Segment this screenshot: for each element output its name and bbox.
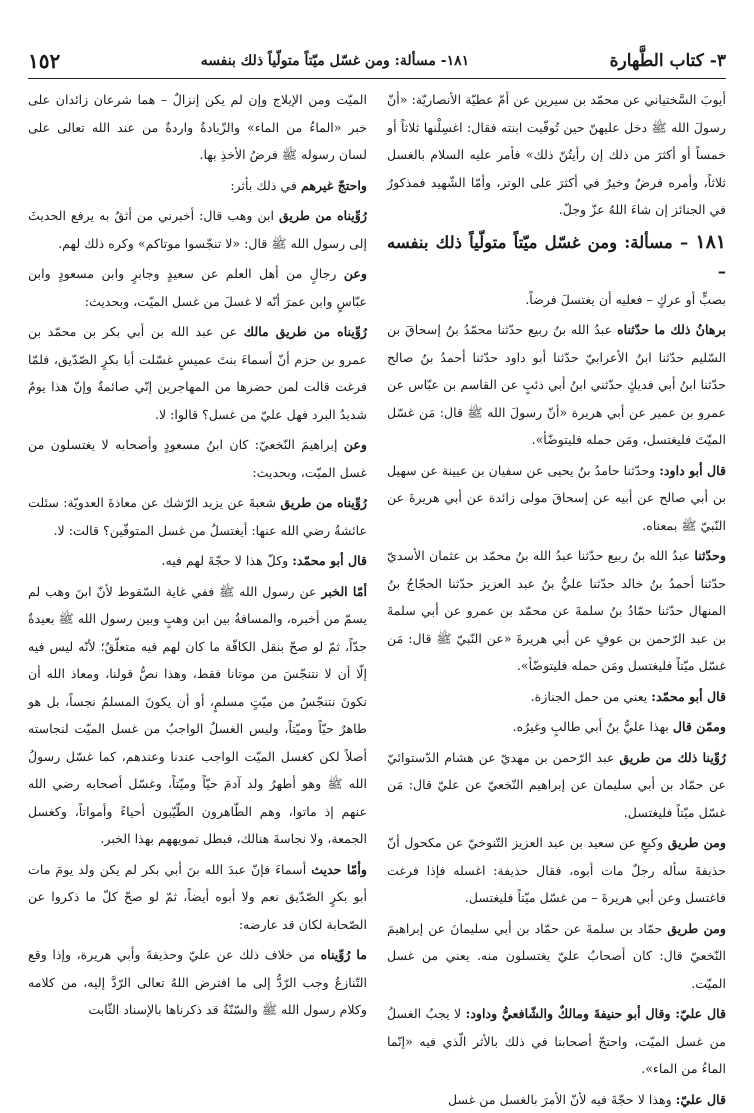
paragraph: بصبٍّ أو عركٍ – فعليه أن يغتسلَ فرضاً. — [387, 286, 726, 314]
paragraph: رُوِّيناه من طريق شعبةَ عن يزيد الرّشك عن معاذةَ العدويّة: سئلت عائشةُ رضي الله عنها: أيغتسلُ من غسل المتوفّين؟ قالت: لا. — [28, 489, 367, 544]
paragraph: وعن رجالٍ من أهل العلم عن سعيدٍ وجابرٍ وابن مسعودٍ وابن عبّاسٍ وابن عمرَ أنّه لا غسلَ من غسل الميّت، وبحديث: — [28, 260, 367, 315]
paragraph: قال أبو محمّد: يعني من حمل الجنازة. — [387, 683, 726, 711]
paragraph: رُوِّيناه من طريق مالك عن عبد الله بن أبي بكر بن محمّد بن عمرو بن حزم أنّ أسماءَ بنتَ عميسٍ غسّلت أبا بكرٍ الصّدّيق، فلمّا فرغت قالت لمن حضرها من المهاجرين إنّي صائمةٌ وإنّ هذا يومٌ شديدُ البرد فهل عليّ من غسل؟ قالوا: لا. — [28, 318, 367, 428]
right-column — [387, 86, 726, 1094]
paragraph: الميّت ومن الإيلاج وإن لم يكن إنزالٌ – هما شرعان زائدان على خبر «الماءُ من الماء» والزّيادةُ واردةٌ من عند الله تعالى على لسان رسوله ﷺ فرضُ الأخذِ بها. — [28, 86, 367, 169]
paragraph: أيوبَ السَّختياني عن محمّد بن سيرين عن أمّ عطيّة الأنصاريّة: «أنّ رسولَ الله ﷺ دخل عليهنّ حين تُوفّيت ابنته فقال: اغسِلْنها ثلاثاً أو خمساً أو أكثرَ من ذلك إن رأيتُنّ ذلك» فأمر عليه السلام بالغسل ثلاثاً، وأمره فرضٌ وخيرٌ في أكثرَ على الوتر، وأمّا الشّهيد فمذكورٌ في الجنائز إن شاءَ اللهُ عزّ وجلّ. — [387, 86, 726, 224]
paragraph: قال أبو محمّد: وكلّ هذا لا حجّةَ لهم فيه. — [28, 547, 367, 575]
paragraph: رُوِّينا ذلك من طريق عبد الرّحمن بن مهديّ عن هشام الدّستوائيّ عن حمّاد بن أبي سليمان عن إبراهيم النّخعيّ عن عليّ قال: مَن غسّل ميّتاً فليغتسل. — [387, 744, 726, 827]
paragraph: وحدّثنا عبدُ الله بنُ ربيع حدّثنا عبدُ الله بنُ محمّد بن عثمان الأسديّ حدّثنا أحمدُ بنُ خالد حدّثنا عليُّ بنُ عبد العزيز حدّثنا الحجّاجُ بنُ المنهال حدّثنا حمّادُ بنُ سلمةَ عن محمّد بن عمرو عن أبي سلمةَ بن عبد الرّحمن بن عوفٍ عن أبي هريرةَ «عن النّبيّ ﷺ قال: مَن غسّل ميّتاً فليغتسل ومَن حمله فليتوضّأ». — [387, 542, 726, 680]
paragraph: وعن إبراهيمَ النّخعيّ: كان ابنُ مسعودٍ وأصحابه لا يغتسلون من غسل الميّت، وبحديث: — [28, 431, 367, 486]
paragraph: برهانُ ذلك ما حدّثناه عبدُ الله بنُ ربيع حدّثنا محمّدُ بنُ إسحاقَ بن السّليم حدّثنا ابنُ الأعرابيّ حدّثنا أبو داود حدّثنا أحمدُ بنُ صالح حدّثنا ابنُ أبي فديكٍ حدّثني ابنُ أبي ذئبٍ عن القاسم بن عبّاس عن عمرو بن عمير عن أبي هريرة «أنّ رسولَ الله ﷺ قال: مَن غسّل الميّتَ فليغتسل، ومَن حمله فليتوضّأ». — [387, 316, 726, 454]
paragraph: ومن طريق حمّاد بن سلمةَ عن حمّاد بن أبي سليمانَ عن إبراهيمَ النّخعيّ قال: كان أصحابُ عليّ يغتسلون منه. يعني من غسل الميّت. — [387, 915, 726, 998]
paragraph: ما رُوِّيناه من خلاف ذلك عن عليّ وحذيفةَ وأبي هريرة، وإذا وقع التّنازعُ وجب الرّدُّ إلى ما افترض اللهُ تعالى الرّدَّ إليه، من كلامه وكلام رسول الله ﷺ والسّنّةُ قد ذكرناها بالإسناد الثّابت — [28, 941, 367, 1024]
issue-number: ١٨١ — [695, 231, 726, 253]
paragraph: رُوِّيناه من طريق ابن وهب قال: أخبرني من أثقُ به يرفع الحديثَ إلى رسول الله ﷺ قال: «لا تنجّسوا موتاكم» وكره ذلك لهم. — [28, 202, 367, 257]
running-title: ١٨١- مسألة: ومن غسّل ميّتاً متولّياً ذلك بنفسه — [201, 53, 469, 69]
paragraph: وممّن قال بهذا عليُّ بنُ أبي طالبٍ وغيرُه. — [387, 713, 726, 741]
paragraph: قال عليّ: وقال أبو حنيفةَ ومالكٌ والشّافعيُّ وداود: لا يجبُ الغسلُ من غسل الميّت، واحتجّ أصحابنا في ذلك بالأثر الّذي فيه «إنّما الماءُ من الماء». — [387, 1000, 726, 1083]
paragraph: واحتجّ غيرهم في ذلك بأثر: — [28, 172, 367, 200]
page-header — [28, 44, 726, 79]
paragraph: قال أبو داود: وحدّثنا حامدُ بنُ يحيى عن سفيان بن عيينة عن سهيل بن أبي صالح عن أبيه عن إسحاقَ مولى زائدة عن أبي هريرةَ عن النّبيّ ﷺ بمعناه. — [387, 457, 726, 540]
issue-heading — [387, 228, 726, 286]
page-number: ١٥٢ — [28, 49, 60, 73]
paragraph: ومن طريق وكيعٍ عن سعيد بن عبد العزيز التّنوخيّ عن مكحول أنّ حذيفةَ سأله رجلٌ مات أبوه، فقال حذيفة: اغسله فإذا فرغت فاغتسل وعن أبي هريرةَ – من غسّل ميّتاً فليغتسل. — [387, 829, 726, 912]
section-title: ٣- كتاب الطَّهارة — [610, 51, 726, 71]
paragraph: أمّا الخبر عن رسول الله ﷺ ففي غاية السّقوط لأنّ ابنَ وهب لم يسمّ من أخبره، والمسافةُ بين ابن وهبٍ وبين رسول الله ﷺ بعيدةٌ جدّاً، ثمّ لو صحّ بنقل الكافّة ما كان لهم فيه متعلّقٌ؛ لأنّه ليس فيه إلّا أن لا نتنجّسَ من موتانا فقط، وهذا نصُّ قولنا، ومعاذ الله أن نكونَ نتنجّسُ من ميّتٍ مسلمٍ، أو أن يكونَ المسلمُ نجساً، بل هو طاهرٌ حيّاً وميّتاً، وليس الغسلُ الواجبُ من غسل الميّت لنجاسته أصلاً لكن كغسل الميّت الواجب عندنا وعندهم، كما غسّل رسولُ الله ﷺ وهو أطهرُ ولد آدمَ حيّاً وميّتاً، وغسّل أصحابه رضي الله عنهم إذ ماتوا، وهم الطّاهرون الطّيّبون أحياءً وأمواتاً، وكغسل الجمعة، ولا نجاسةَ هنالك، فبطل تمويههم بهذا الخبر. — [28, 578, 367, 853]
left-column — [28, 86, 367, 1094]
paragraph: وأمّا حديث أسماءَ فإنّ عبدَ الله بنَ أبي بكر لم يكن ولد يومَ مات أبو بكرٍ الصّدّيق نعم ولا أبوه أيضاً، ثمّ لو صحّ كلّ ما ذكروا عن الصّحابة لكان قد عارضه: — [28, 856, 367, 939]
issue-title: – مسألة: ومن غسّل ميّتاً متولّياً ذلك بنفسه – — [387, 233, 726, 281]
paragraph: قال عليّ: وهذا لا حجّةَ فيه لأنّ الأمرَ بالغسل من غسل — [387, 1086, 726, 1113]
text-columns — [28, 86, 726, 1094]
